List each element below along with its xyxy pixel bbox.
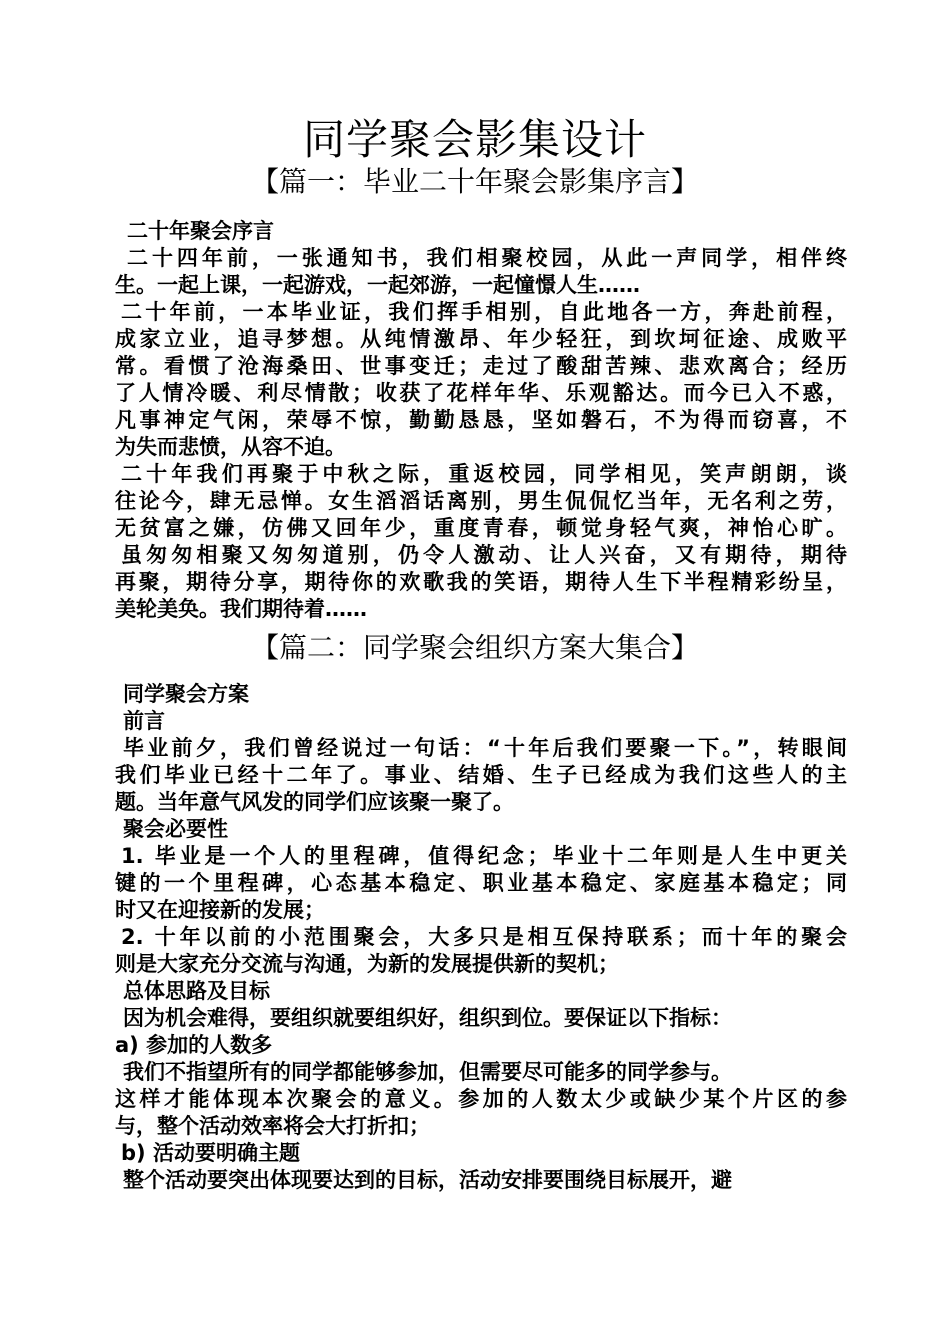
paragraph-line: 凡事神定气闲，荣辱不惊，勤勤恳恳，坚如磐石，不为得而窃喜，不: [115, 408, 847, 432]
section-2-body: [115, 681, 847, 1194]
paragraph-line: 二十年前，一本毕业证，我们挥手相别，自此地各一方，奔赴前程，: [121, 300, 847, 324]
document-title: 同学聚会影集设计: [302, 115, 647, 164]
subheading-preface: 前言: [123, 709, 165, 733]
paragraph-line: 整个活动要突出体现要达到的目标，活动安排要围绕目标展开，避: [123, 1168, 732, 1192]
section-1-subtitle: 二十年聚会序言: [127, 219, 274, 243]
paragraph-line: 二十年我们再聚于中秋之际，重返校园，同学相见，笑声朗朗，谈: [121, 462, 847, 486]
paragraph-line: 题。当年意气风发的同学们应该聚一聚了。: [115, 790, 514, 814]
paragraph-line: 键的一个里程碑，心态基本稳定、职业基本稳定、家庭基本稳定；同: [115, 871, 847, 895]
section-1-body: [115, 218, 847, 623]
paragraph-line: 了人情冷暖、利尽情散；收获了花样年华、乐观豁达。而今已入不惑，: [115, 381, 847, 405]
list-item-a: a) 参加的人数多: [115, 1033, 273, 1057]
paragraph-line: 常。看惯了沧海桑田、世事变迁；走过了酸甜苦辣、悲欢离合；经历: [115, 354, 847, 378]
paragraph-line: 为失而悲愤，从容不迫。: [115, 435, 346, 459]
section-2-subtitle: 同学聚会方案: [123, 682, 249, 706]
paragraph-line: 成家立业，追寻梦想。从纯情激昂、年少轻狂，到坎坷征途、成败平: [115, 327, 847, 351]
paragraph-line: 我们不指望所有的同学都能够参加，但需要尽可能多的同学参与。: [123, 1060, 732, 1084]
paragraph-line: 往论今，肆无忌惮。女生滔滔话离别，男生侃侃忆当年，无名利之劳，: [115, 489, 847, 513]
paragraph-line: 二十四年前，一张通知书，我们相聚校园，从此一声同学，相伴终: [127, 246, 847, 270]
paragraph-line: 时又在迎接新的发展；: [115, 898, 325, 922]
paragraph-line: 毕业前夕，我们曾经说过一句话：“十年后我们要聚一下。”，转眼间: [123, 736, 847, 760]
paragraph-line: 再聚，期待分享，期待你的欢歌我的笑语，期待人生下半程精彩纷呈，: [115, 570, 847, 594]
section-1-heading: 【篇一：毕业二十年聚会影集序言】: [250, 165, 699, 198]
list-item-2: 2. 十年以前的小范围聚会，大多只是相互保持联系；而十年的聚会: [121, 925, 847, 949]
subheading-goals: 总体思路及目标: [123, 979, 270, 1003]
list-item-b: b) 活动要明确主题: [121, 1141, 300, 1165]
subheading-necessity: 聚会必要性: [123, 817, 228, 841]
section-2-heading: 【篇二：同学聚会组织方案大集合】: [250, 631, 699, 664]
paragraph-line: 这样才能体现本次聚会的意义。参加的人数太少或缺少某个片区的参: [115, 1087, 847, 1111]
paragraph-line: 因为机会难得，要组织就要组织好，组织到位。要保证以下指标：: [123, 1006, 732, 1030]
list-item-1: 1. 毕业是一个人的里程碑，值得纪念；毕业十二年则是人生中更关: [121, 844, 847, 868]
paragraph-line: 与，整个活动效率将会大打折扣；: [115, 1114, 430, 1138]
paragraph-line: 我们毕业已经十二年了。事业、结婚、生子已经成为我们这些人的主: [115, 763, 847, 787]
paragraph-line: 无贫富之嫌，仿佛又回年少，重度青春，顿觉身轻气爽，神怡心旷。: [115, 516, 847, 540]
paragraph-line: 虽匆匆相聚又匆匆道别，仍令人激动、让人兴奋，又有期待，期待: [121, 543, 847, 567]
paragraph-line: 则是大家充分交流与沟通，为新的发展提供新的契机；: [115, 952, 619, 976]
paragraph-line: 美轮美奂。我们期待着……: [115, 597, 367, 621]
paragraph-line: 生。一起上课，一起游戏，一起郊游，一起憧憬人生……: [115, 273, 640, 297]
